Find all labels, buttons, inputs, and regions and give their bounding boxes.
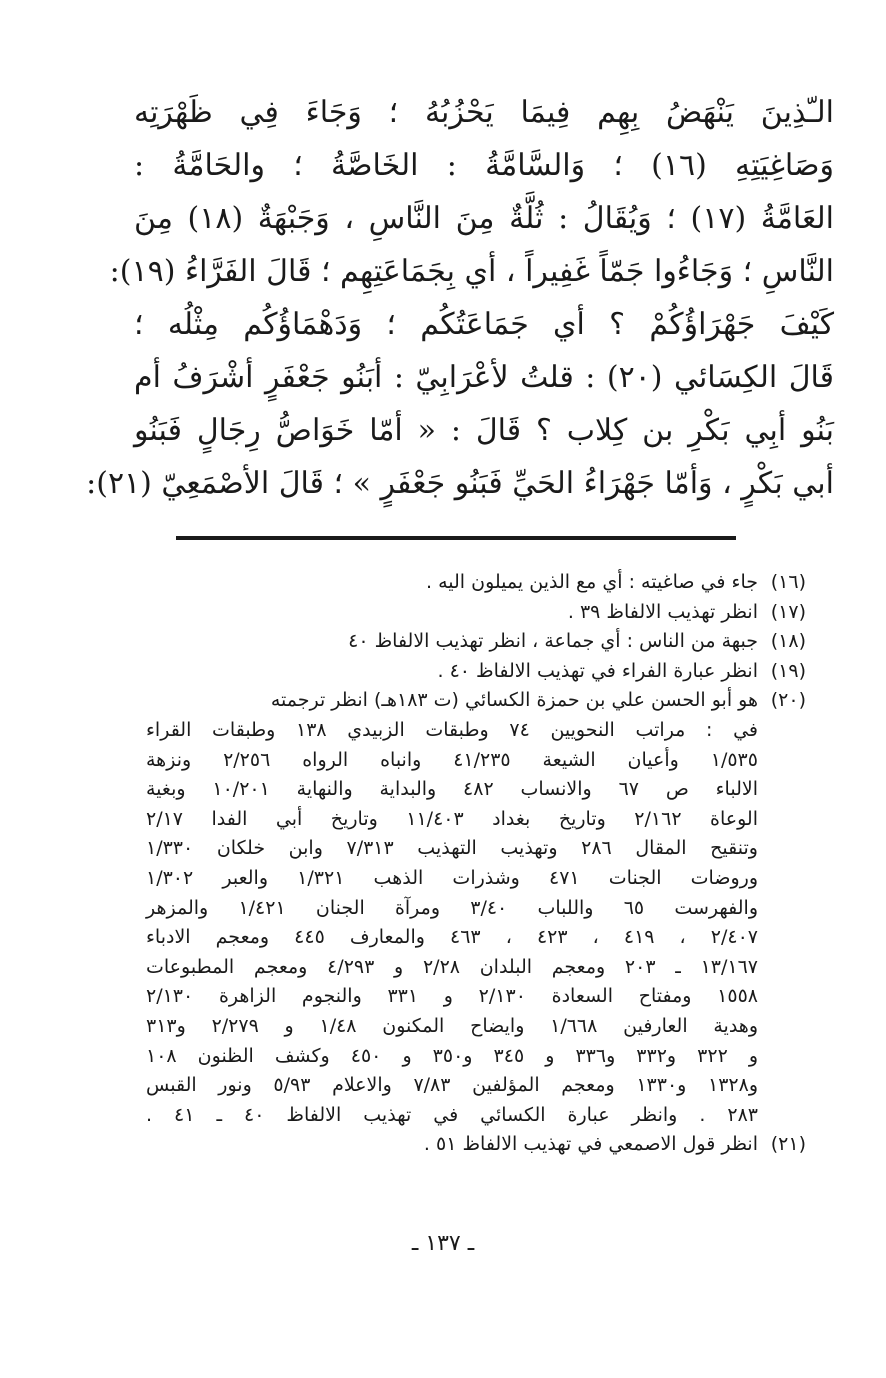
footnote-separator-rule [176,536,736,540]
footnote-number: (٢٠) [770,689,806,712]
footnote-line: جبهة من الناس : أي جماعة ، انظر تهذيب الالفاظ ٤٠ [348,630,758,653]
footnote-line: الوعاة ٢/١٦٢ وتاريخ بغداد ١١/٤٠٣ وتاريخ أبي الفدا ٢/١٧ [146,807,758,830]
main-text-line: النَّاسِ ؛ وَجَاءُوا جَمّاً غَفِيراً ، أي بِجَمَاعَتِهِم ؛ قَالَ الفَرَّاءُ (١٩): [109,254,834,289]
footnote-line: وروضات الجنات ٤٧١ وشذرات الذهب ١/٣٢١ والعبر ١/٣٠٢ [146,866,759,889]
footnotes-block [146,568,806,1160]
main-text-line: كَيْفَ جَهْرَاؤُكُمْ ؟ أي جَمَاعَتُكُم ؛ وَدَهْمَاؤُكُم مِثْلُه ؛ [134,307,834,342]
main-text-line: وَصَاغِيَتِهِ (١٦) ؛ وَالسَّامَّةُ : الخَاصَّةُ ؛ والحَامَّةُ : [134,148,834,183]
main-text-line: بَنُو أبِي بَكْرِ بن كِلاب ؟ قَالَ : « أمّا خَوَاصُّ رِجَالٍ فَبَنُو [134,413,834,448]
footnote-number: (١٦) [770,571,806,593]
main-text-line: الـّذِينَ يَنْهَضُ بِهِم فِيمَا يَحْزُبُهُ ؛ وَجَاءَ فِي ظَهْرَتِه [134,95,834,130]
footnote-number: (٢١) [770,1133,806,1156]
footnote-16 [146,568,806,598]
footnote-line: ١٣/١٦٧ ـ ٢٠٣ ومعجم البلدان ٢/٢٨ و ٤/٢٩٣ ومعجم المطبوعات [146,955,758,978]
footnote-line: انظر عبارة الفراء في تهذيب الالفاظ ٤٠ . [437,659,758,682]
footnote-line: ١/٥٣٥ وأعيان الشيعة ٤١/٢٣٥ وانباه الرواه ٢/٢٥٦ ونزهة [146,748,758,771]
footnote-line: وهدية العارفين ١/٦٦٨ وايضاح المكنون ١/٤٨ و ٢/٢٧٩ و٣١٣ [146,1014,758,1037]
footnote-line: في : مراتب النحويين ٧٤ وطبقات الزبيدي ١٣٨ وطبقات القراء [146,718,758,741]
footnote-17 [146,598,806,628]
footnote-line: ١٥٥٨ ومفتاح السعادة ٢/١٣٠ و ٣٣١ والنجوم الزاهرة ٢/١٣٠ [146,985,758,1008]
footnote-line: و ٣٢٢ و٣٣٢ و٣٣٦ و ٣٤٥ و٣٥٠ و ٤٥٠ وكشف الظنون ١٠٨ [146,1044,759,1067]
footnote-20 [146,686,806,1130]
main-text-line: قَالَ الكِسَائي (٢٠) : قلتُ لأعْرَابِيّ : أبَنُو جَعْفَرٍ أشْرَفُ أم [134,360,834,395]
footnote-line: هو أبو الحسن علي بن حمزة الكسائي (ت ١٨٣هـ) انظر ترجمته [270,689,758,712]
footnote-line: انظر قول الاصمعي في تهذيب الالفاظ ٥١ . [423,1133,758,1156]
footnote-18 [146,627,806,657]
footnote-line: الالباء ص ٦٧ والانساب ٤٨٢ والبداية والنهاية ١٠/٢٠١ وبغية [146,778,758,801]
footnote-number: (١٨) [770,630,806,653]
page-number: ـ ١٣٧ ـ [411,1231,475,1256]
footnote-number: (١٧) [770,600,806,623]
footnote-line: و١٣٢٨ و١٣٣٠ ومعجم المؤلفين ٧/٨٣ والاعلام ٥/٩٣ ونور القبس [146,1074,758,1097]
footnote-line: انظر تهذيب الالفاظ ٣٩ . [567,600,758,623]
main-text-line: أبي بَكْرٍ ، وَأمّا جَهْرَاءُ الحَيِّ فَبَنُو جَعْفَرٍ » ؛ قَالَ الأصْمَعِيّ (٢١): [86,466,834,501]
main-text-block [86,86,834,510]
footnote-number: (١٩) [770,659,806,682]
footnote-line: ٢٨٣ . وانظر عبارة الكسائي في تهذيب الالفاظ ٤٠ ـ ٤١ . [146,1103,758,1126]
footnote-line: والفهرست ٦٥ واللباب ٣/٤٠ ومرآة الجنان ١/٤٢١ والمزهر [146,896,759,919]
footnote-19 [146,657,806,687]
footnote-line: جاء في صاغيته : أي مع الذين يميلون اليه . [426,571,758,593]
main-text-line: العَامَّةُ (١٧) ؛ وَيُقَالُ : ثُلَّةٌ مِنَ النَّاسِ ، وَجَبْهَةٌ (١٨) مِنَ [134,201,834,236]
footnote-21 [146,1130,806,1160]
footnote-line: ٢/٤٠٧ ، ٤١٩ ، ٤٢٣ ، ٤٦٣ والمعارف ٤٤٥ ومعجم الادباء [146,926,759,949]
footnote-line: وتنقيح المقال ٢٨٦ وتهذيب التهذيب ٧/٣١٣ وابن خلكان ١/٣٣٠ [146,837,758,860]
